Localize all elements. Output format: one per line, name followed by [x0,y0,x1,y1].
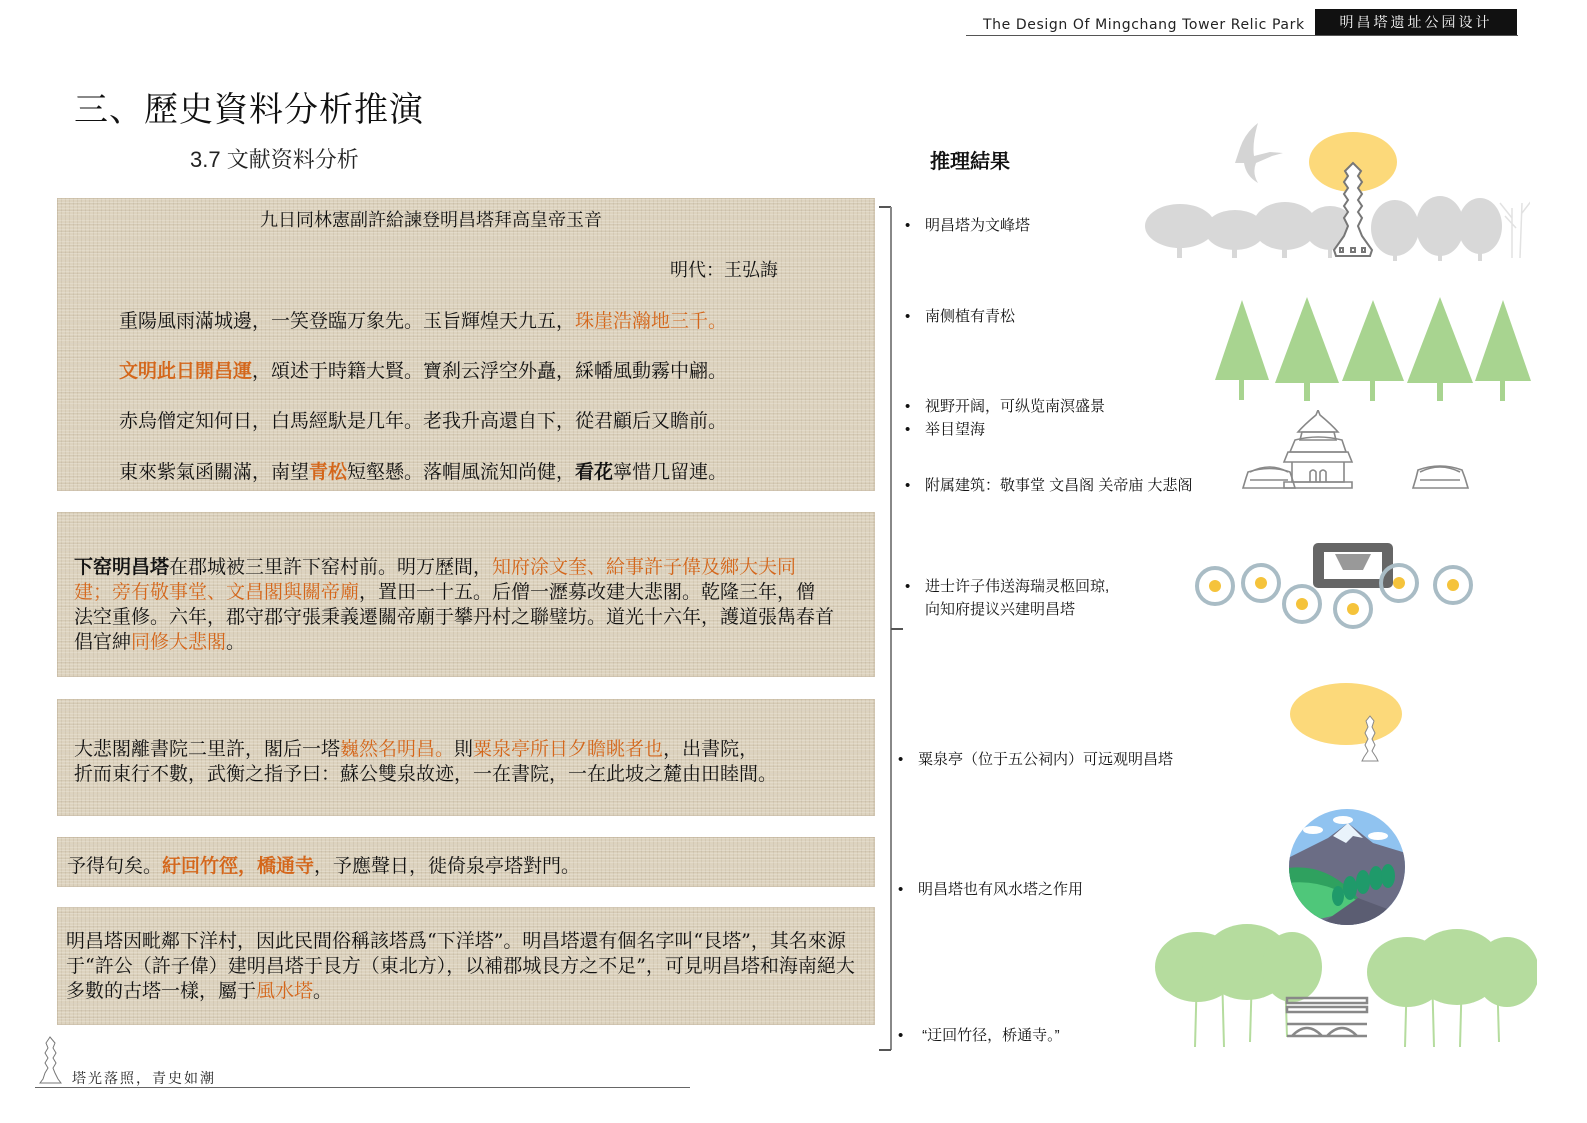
record-panel-history [57,512,875,677]
bridge-icon [1287,998,1367,1036]
bracket-bottom [879,1049,891,1051]
poem-text: 寧惜几留連。 [613,461,728,483]
poem-highlight: 文明此日開昌運 [119,360,253,382]
record-text [66,929,871,1004]
poem-bold: 看花 [575,461,614,483]
record-text-part: 。 [226,631,246,653]
poem-line-3 [119,406,727,433]
result-item-continued [925,598,1075,619]
poem-text: 短壑懸。落帽風流知尚健， [347,461,576,483]
tree-row-icon [1145,196,1502,261]
pine-tree-icon [1215,297,1531,401]
pine-trees-illustration [1210,295,1535,405]
record-bold: 下窑明昌塔 [74,556,170,578]
poem-title: 九日同林憲副許給諫登明昌塔拜高皇帝玉音 [260,210,602,231]
sun-icon [1290,683,1402,745]
result-item: • 附属建筑：敬事堂 文昌阁 关帝庙 大悲阁 [905,477,1193,494]
poem-text: 赤烏僧定知何日，白馬經馱是几年。老我升高還自下，從君顧后又瞻前。 [119,410,728,432]
subsidiary-buildings-illustration [1240,410,1475,492]
header-divider [966,35,1518,36]
results-title: 推理結果 [930,149,1010,173]
result-text: 粟泉亭（位于五公祠内）可远观明昌塔 [918,751,1174,768]
result-item: • “迂回竹径，桥通寺。” [898,1027,1060,1044]
poem-highlight: 青松 [309,461,348,483]
result-item: • 举目望海 [905,421,986,438]
result-text: 明昌塔为文峰塔 [925,217,1031,234]
record-text-part: ，出書院， [663,738,759,760]
record-highlight: 紆回竹徑，橋通寺 [162,855,315,877]
record-panel-fengshui [57,907,875,1025]
poem-text: ，頌述于時籍大賢。寶刹云浮空外矗，綵幡風動霧中翩。 [252,360,728,382]
poem-panel [57,198,875,491]
result-text: 举目望海 [925,421,986,438]
record-text-part: 則 [454,738,474,760]
footer-divider [35,1087,690,1088]
result-item: • 视野开阔，可纵览南溟盛景 [905,398,1106,415]
distant-pagoda-illustration [1288,683,1408,765]
record-highlight: 知府涂文奎、給事許子偉及鄉大夫同建；旁有敬事堂、文昌閣與關帝廟 [74,556,797,603]
bamboo-bridge-illustration [1152,912,1537,1052]
result-text: 南侧植有青松 [925,308,1016,325]
result-text: 视野开阔，可纵览南溟盛景 [925,398,1106,415]
poem-text: 重陽風雨滿城邊，一笑登臨万象先。玉旨輝煌天九五， [119,310,576,332]
poem-author: 明代：王弘誨 [670,260,778,281]
record-highlight: 粟泉亭所日夕瞻眺者也 [473,738,664,760]
memorial-flowers-illustration [1185,540,1485,635]
result-text: 明昌塔也有风水塔之作用 [918,881,1084,898]
record-line [67,851,580,878]
record-text [74,555,834,655]
result-text: 进士许子伟送海瑞灵柩回琼, [925,578,1110,595]
record-text-part: 明昌塔因毗鄰下洋村，因此民間俗稱該塔爲“下洋塔”。明昌塔還有個名字叫“艮塔”，其名來源于“許公（許子偉）建明昌塔于艮方（東北方），以補郡城艮方之不足”，可見明昌塔和海南絕大多數的古塔一樣，屬于 [66,930,855,1002]
page-title: 三、歷史資料分析推演 [74,90,424,130]
bracket-mid [891,628,903,630]
record-text-part: ，置田一十五。后僧一瀝募改建大悲閣。乾隆三年，僧法空重修。六年，郡守郡守張秉義遷關帝廟于攀丹村之聯璧坊。道光十六年，護道張雋春首倡官紳 [74,581,835,653]
record-highlight: 風水塔 [256,980,314,1002]
footer-slogan: 塔光落照，青史如潮 [72,1071,216,1087]
poem-line-4 [119,457,727,484]
header-chinese-badge: 明昌塔遗址公园设计 [1315,9,1517,35]
result-item: • 明昌塔也有风水塔之作用 [898,881,1084,898]
record-highlight: 巍然名明昌。 [340,738,455,760]
temple-icon [1284,410,1352,488]
landscape-icon [1288,808,1406,926]
pavilion-icon [1413,466,1468,488]
record-text-part: 大悲閣離書院二里許，閣后一塔 [74,738,341,760]
wenfeng-pagoda-illustration [1140,108,1530,268]
crane-icon [1235,123,1283,183]
result-item: • 明昌塔为文峰塔 [905,217,1031,234]
record-panel-dabei [57,699,875,816]
record-text-part: 在郡城被三里許下窑村前。明万歷間， [169,556,493,578]
result-item: • 南侧植有青松 [905,308,1016,325]
poem-highlight: 珠崖浩瀚地三千。 [575,310,728,332]
poem-line-1 [119,306,727,333]
footer-pagoda-icon [37,1035,67,1087]
record-highlight: 同修大悲閣 [131,631,227,653]
result-text: 附属建筑：敬事堂 文昌阁 关帝庙 大悲阁 [925,477,1193,494]
bamboo-icon [1155,924,1537,1007]
pavilion-icon [1243,467,1295,488]
record-text-part: ，予應聲日，徙倚泉亭塔對門。 [314,855,581,877]
result-text: 向知府提议兴建明昌塔 [925,601,1076,618]
result-item: • 粟泉亭（位于五公祠内）可远观明昌塔 [898,751,1174,768]
record-line-2: 折而東行不數，武衡之指予曰：蘇公雙泉故迹，一在書院，一在此坡之麓由田睦間。 [74,763,778,785]
tree-row-icon [1500,200,1530,258]
record-text-part: 予得句矣。 [67,855,163,877]
result-text: “迂回竹径，桥通寺。” [918,1027,1060,1044]
poem-line-2 [119,356,727,383]
record-line-1 [74,734,758,761]
record-panel-bamboo [57,837,875,887]
section-subtitle: 3.7 文献资料分析 [190,147,359,172]
result-item: • 进士许子伟送海瑞灵柩回琼, [905,578,1110,595]
poem-text: 東來紫氣函關滿，南望 [119,461,310,483]
record-text-part: 。 [313,980,333,1002]
header-english-title: The Design Of Mingchang Tower Relic Park [983,17,1305,33]
